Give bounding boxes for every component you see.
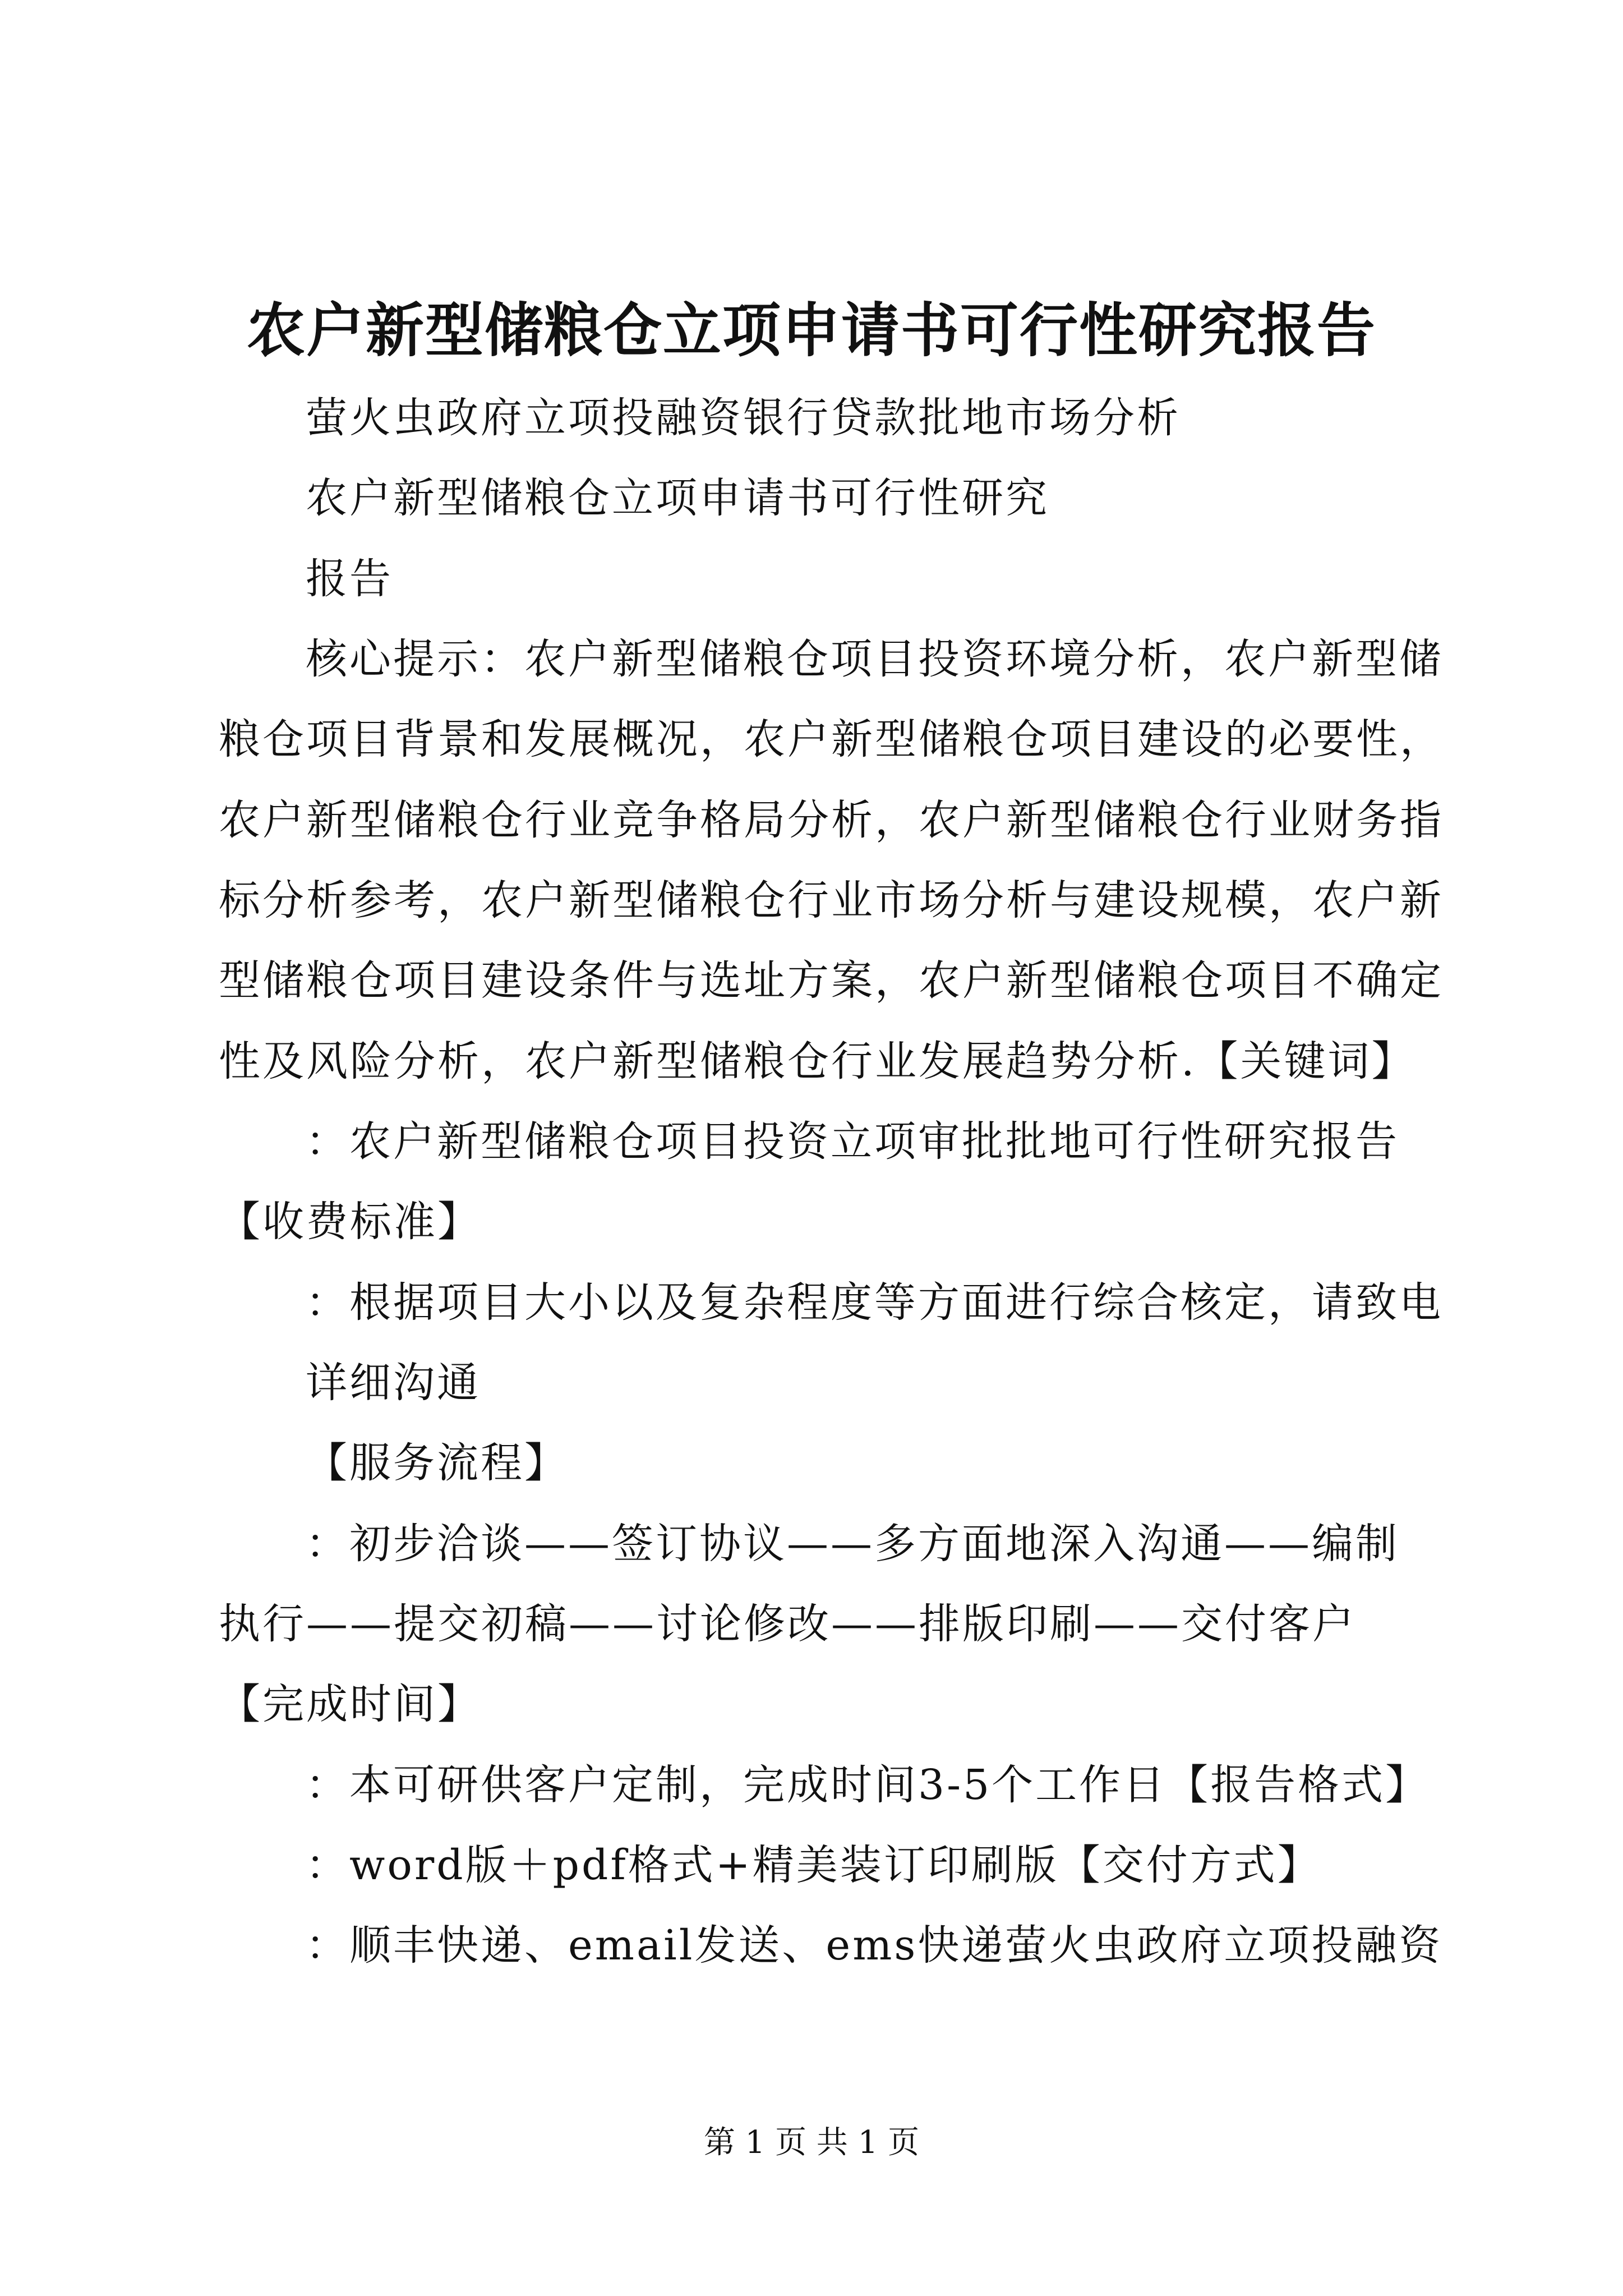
section-heading: 【服务流程】 (306, 1439, 568, 1487)
body-line: ：顺丰快递、email发送、ems快递萤火虫政府立项投融资 (306, 1921, 1443, 1970)
body-line: 粮仓项目背景和发展概况，农户新型储粮仓项目建设的必要性， (219, 715, 1444, 763)
body-line: 详细沟通 (306, 1359, 481, 1407)
body-line: 核心提示：农户新型储粮仓项目投资环境分析，农户新型储 (306, 635, 1443, 683)
body-line: 报告 (306, 555, 393, 603)
body-line: 农户新型储粮仓立项申请书可行性研究 (306, 474, 1049, 522)
body-line: ：初步洽谈——签订协议——多方面地深入沟通——编制 (306, 1520, 1399, 1568)
body-line: ：根据项目大小以及复杂程度等方面进行综合核定，请致电 (306, 1278, 1443, 1327)
page-footer: 第 1 页 共 1 页 (703, 2124, 920, 2161)
body-line: 标分析参考，农户新型储粮仓行业市场分析与建设规模，农户新 (219, 876, 1444, 924)
body-line: 型储粮仓项目建设条件与选址方案，农户新型储粮仓项目不确定 (219, 956, 1444, 1005)
body-line: 农户新型储粮仓行业竞争格局分析，农户新型储粮仓行业财务指 (219, 796, 1444, 844)
body-line: ：本可研供客户定制，完成时间3-5个工作日【报告格式】 (306, 1761, 1430, 1809)
document-title: 农户新型储粮仓立项申请书可行性研究报告 (246, 296, 1376, 365)
body-line: 性及风险分析，农户新型储粮仓行业发展趋势分析.【关键词】 (219, 1037, 1415, 1085)
body-line: 萤火虫政府立项投融资银行贷款批地市场分析 (306, 394, 1181, 442)
body-line: 执行——提交初稿——讨论修改——排版印刷——交付客户 (219, 1600, 1356, 1648)
body-line: ：word版＋pdf格式+精美装订印刷版【交付方式】 (306, 1841, 1321, 1889)
section-heading: 【收费标准】 (219, 1198, 481, 1246)
section-heading: 【完成时间】 (219, 1680, 481, 1728)
body-line: ：农户新型储粮仓项目投资立项审批批地可行性研究报告 (306, 1117, 1399, 1166)
